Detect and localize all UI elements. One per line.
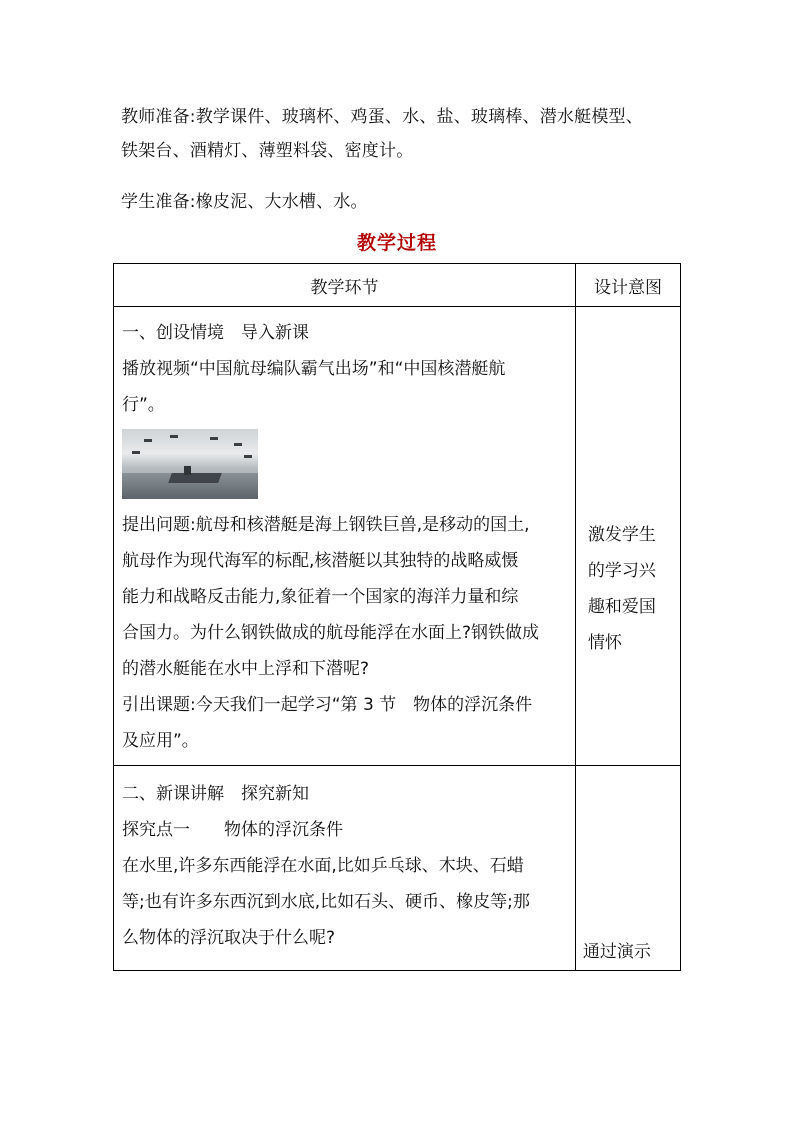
- table-header-row: [114, 264, 681, 307]
- paragraph-line: 能力和战略反击能力,象征着一个国家的海洋力量和综: [122, 587, 519, 607]
- paragraph-line: 航母作为现代海军的标配,核潜艇以其独特的战略威慑: [122, 551, 519, 571]
- paragraph-line: 播放视频“中国航母编队霸气出场”和“中国核潜艇航: [122, 359, 506, 379]
- intent-cell-intro: [575, 307, 680, 766]
- table-row: [114, 307, 681, 766]
- intent-line: 的学习兴: [587, 561, 656, 581]
- carrier-fleet-image: [122, 429, 258, 499]
- teacher-prep-line-2: 铁架台、酒精灯、薄塑料袋、密度计。: [121, 141, 414, 161]
- paragraph-line: 行”。: [122, 395, 165, 415]
- student-prep-line: 学生准备:橡皮泥、大水槽、水。: [121, 192, 368, 212]
- stage-cell-intro: [114, 307, 576, 766]
- teacher-preparation: [121, 100, 693, 168]
- paragraph-line: 么物体的浮沉取决于什么呢?: [122, 928, 336, 948]
- intent-line: 情怀: [587, 633, 622, 653]
- paragraph-line: 等;也有许多东西沉到水底,比如石头、硬币、橡皮等;那: [122, 892, 530, 912]
- intent-line: 激发学生: [587, 525, 656, 545]
- intent-line: 趣和爱国: [587, 597, 656, 617]
- section-heading: 一、创设情境 导入新课: [122, 323, 309, 343]
- student-preparation: [121, 185, 693, 219]
- stage-cell-new-lesson: [114, 766, 576, 971]
- header-design-intent: 设计意图: [575, 264, 680, 307]
- paragraph-line: 及应用”。: [122, 731, 199, 751]
- paragraph-line: 的潜水艇能在水中上浮和下潜呢?: [122, 659, 370, 679]
- intent-line: 通过演示: [582, 942, 651, 962]
- paragraph-line: 提出问题:航母和核潜艇是海上钢铁巨兽,是移动的国土,: [122, 515, 530, 535]
- process-title: 教学过程: [356, 232, 437, 254]
- paragraph-line: 在水里,许多东西能浮在水面,比如乒乓球、木块、石蜡: [122, 856, 524, 876]
- teaching-process-table: [113, 263, 681, 971]
- section-heading: 二、新课讲解 探究新知: [122, 784, 309, 804]
- teacher-prep-line-1: 教师准备:教学课件、玻璃杯、鸡蛋、水、盐、玻璃棒、潜水艇模型、: [121, 107, 643, 127]
- subsection-heading: 探究点一 物体的浮沉条件: [122, 820, 343, 840]
- table-row: [114, 766, 681, 971]
- intent-cell-new-lesson: [575, 766, 680, 971]
- paragraph-line: 合国力。为什么钢铁做成的航母能浮在水面上?钢铁做成: [122, 623, 540, 643]
- paragraph-line: 引出课题:今天我们一起学习“第 3 节 物体的浮沉条件: [122, 695, 533, 715]
- header-teaching-stage: 教学环节: [114, 264, 576, 307]
